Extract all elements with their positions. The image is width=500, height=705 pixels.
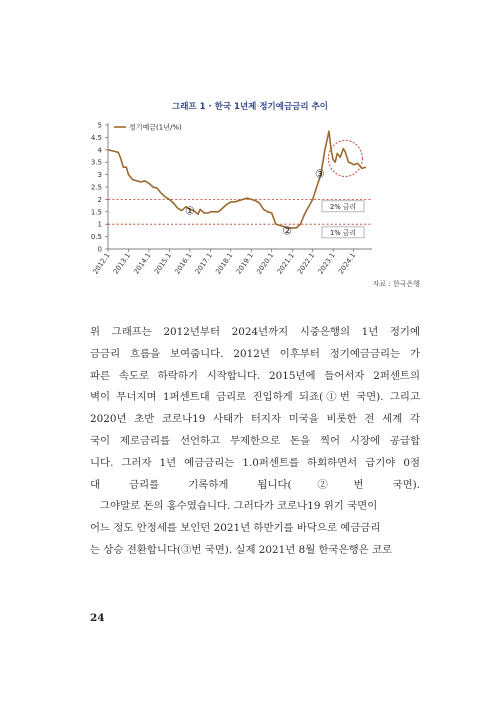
y-tick-label: 3 (97, 171, 102, 180)
x-tick-label: 2019.1 (234, 251, 255, 276)
y-tick-label: 1.5 (90, 208, 102, 217)
x-tick-label: 2014.1 (132, 251, 153, 276)
series-line (108, 131, 366, 228)
x-tick-label: 2020.1 (255, 251, 276, 276)
x-tick-label: 2022.1 (296, 251, 317, 276)
y-tick-label: 4.5 (90, 133, 102, 142)
y-tick-label: 3.5 (90, 158, 102, 167)
text-line: 파른 속도로 하락하기 시작합니다. 2015년에 들어서자 2퍼센트의 (90, 369, 420, 382)
y-tick-label: 4 (97, 146, 102, 155)
annotation-marker: ② (282, 224, 293, 238)
chart-title: 그래프 1 · 한국 1년제 정기예금금리 추이 (172, 102, 328, 112)
x-tick-label: 2023.1 (316, 251, 337, 276)
text-line: 그야말로 돈의 홍수였습니다. 그러다가 코로나19 위기 국면이 (100, 500, 378, 513)
interest-rate-chart (0, 112, 500, 280)
paragraph-1 (90, 322, 420, 496)
chart-source: 자료 : 한국은행 (372, 280, 420, 288)
x-tick-label: 2012.1 (91, 251, 112, 276)
x-tick-label: 2017.1 (193, 251, 214, 276)
legend-label: 정기예금(1년/%) (129, 123, 182, 132)
annotation-marker: ③ (314, 167, 325, 181)
annotation-marker: ① (184, 204, 195, 218)
text-line: 어느 정도 안정세를 보인던 2021년 하반기를 바닥으로 예금금리 (90, 522, 381, 535)
text-line: 니다. 그러자 1년 예금금리는 1.0퍼센트를 하회하면서 급기야 0점 (90, 456, 420, 469)
reference-label: 1% 금리 (329, 228, 357, 237)
y-tick-label: 0 (97, 245, 102, 254)
x-tick-label: 2015.1 (152, 251, 174, 276)
y-tick-label: 0.5 (90, 233, 102, 242)
text-line: 는 상승 전환합니다(③번 국면). 실제 2021년 8월 한국은행은 코로 (90, 543, 393, 556)
body-text (90, 322, 420, 562)
x-tick-label: 2013.1 (111, 251, 133, 276)
x-tick-label: 2018.1 (214, 251, 235, 276)
text-line: 국이 제로금리를 선언하고 무제한으로 돈을 찍어 시장에 공급합 (90, 434, 420, 447)
text-line: 위 그래프는 2012년부터 2024년까지 시중은행의 1년 정기예 (90, 326, 420, 338)
x-tick-label: 2016.1 (173, 251, 194, 276)
paragraph-2 (90, 496, 420, 561)
text-line: 금금리 흐름을 보여줍니다. 2012년 이후부터 정기예금금리는 가 (90, 347, 420, 360)
y-tick-label: 1 (97, 220, 102, 229)
y-tick-label: 5 (97, 121, 102, 130)
page-number: 24 (90, 612, 105, 624)
reference-label: 2% 금리 (329, 202, 357, 211)
x-tick-label: 2021.1 (275, 251, 296, 276)
y-tick-label: 2.5 (90, 183, 102, 192)
text-line: 대 금리를 기록하게 됩니다(②번 국면). (90, 478, 420, 491)
x-tick-label: 2024.1 (337, 251, 358, 276)
text-line: 벽이 무너지며 1퍼센트대 금리로 진입하게 되죠(①번 국면). 그리고 (90, 391, 420, 404)
y-tick-label: 2 (97, 195, 102, 204)
text-line: 2020년 초반 코로나19 사태가 터지자 미국을 비롯한 전 세계 각 (90, 413, 420, 426)
